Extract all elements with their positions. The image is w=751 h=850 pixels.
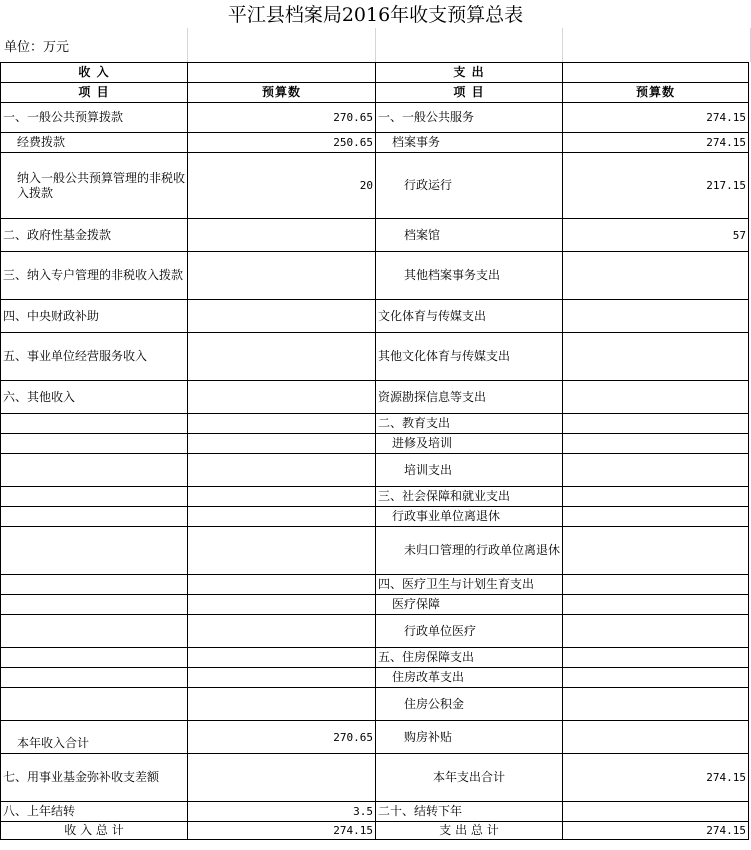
table-row: [1, 414, 749, 434]
income-value: [188, 434, 376, 454]
expense-value: [563, 252, 749, 300]
expense-item: 本年支出合计: [376, 754, 563, 802]
table-row: [1, 300, 749, 333]
income-value: [188, 668, 376, 688]
header-row-main: [1, 63, 749, 83]
income-value: [188, 381, 376, 414]
table-row: [1, 802, 749, 822]
expense-item: 其他文化体育与传媒支出: [376, 333, 563, 381]
income-value: [188, 252, 376, 300]
expense-value: [563, 527, 749, 575]
expense-value: [563, 802, 749, 822]
expense-item: 进修及培训: [376, 434, 563, 454]
unit-label: 单位：万元: [4, 40, 70, 55]
income-value: [188, 414, 376, 434]
income-item: [1, 648, 188, 668]
expense-item: 行政运行: [376, 153, 563, 219]
table-row: [1, 688, 749, 721]
expense-value: [563, 381, 749, 414]
expense-value: 217.15: [563, 153, 749, 219]
table-row: [1, 668, 749, 688]
income-value: 250.65: [188, 133, 376, 153]
expense-total-value: 274.15: [563, 822, 749, 840]
income-value: 20: [188, 153, 376, 219]
table-row: [1, 507, 749, 527]
table-row: [1, 487, 749, 507]
table-row: [1, 153, 749, 219]
empty-cell: [562, 28, 751, 62]
table-row: [1, 252, 749, 300]
income-item: [1, 595, 188, 615]
income-value: [188, 507, 376, 527]
expense-item: 档案馆: [376, 219, 563, 252]
expense-value: [563, 487, 749, 507]
income-value: [188, 688, 376, 721]
expense-value: [563, 454, 749, 487]
expense-value: [563, 575, 749, 595]
expense-item: 行政事业单位离退休: [376, 507, 563, 527]
header-row-sub: [1, 83, 749, 103]
income-item: 八、上年结转: [1, 802, 188, 822]
income-item: [1, 487, 188, 507]
expense-item: 医疗保障: [376, 595, 563, 615]
income-item: [1, 575, 188, 595]
empty-cell: [188, 63, 376, 83]
table-row: [1, 648, 749, 668]
income-value: [188, 754, 376, 802]
table-row: [1, 219, 749, 252]
expense-item: [376, 527, 563, 575]
expense-total-label: 支 出 总 计: [376, 822, 563, 840]
table-row: [1, 721, 749, 754]
income-budget-header: 预算数: [188, 83, 376, 103]
income-item: [1, 434, 188, 454]
income-item: 二、政府性基金拨款: [1, 219, 188, 252]
income-item: [1, 688, 188, 721]
income-value: [188, 454, 376, 487]
income-item: 六、其他收入: [1, 381, 188, 414]
expense-value: [563, 668, 749, 688]
income-item: 本年收入合计: [1, 721, 188, 754]
expense-item: 四、医疗卫生与计划生育支出: [376, 575, 563, 595]
income-item: [1, 507, 188, 527]
expense-value: 57: [563, 219, 749, 252]
table-row: [1, 615, 749, 648]
expense-item: 住房改革支出: [376, 668, 563, 688]
expense-item: 其他档案事务支出: [376, 252, 563, 300]
page-title: 平江县档案局2016年收支预算总表: [227, 4, 524, 26]
income-item: [1, 454, 188, 487]
expense-item: 资源勘探信息等支出: [376, 381, 563, 414]
expense-value: 274.15: [563, 133, 749, 153]
expense-value: [563, 648, 749, 668]
income-value: 270.65: [188, 721, 376, 754]
expense-value: [563, 595, 749, 615]
income-value: [188, 487, 376, 507]
income-value: [188, 527, 376, 575]
table-row: [1, 595, 749, 615]
income-total-label: 收 入 总 计: [1, 822, 188, 840]
table-row: [1, 133, 749, 153]
expense-value: [563, 507, 749, 527]
income-total-value: 274.15: [188, 822, 376, 840]
expense-value: [563, 333, 749, 381]
income-header: 收 入: [1, 63, 188, 83]
table-row: [1, 333, 749, 381]
table-row: [1, 754, 749, 802]
expense-value: 274.15: [563, 754, 749, 802]
income-value: [188, 595, 376, 615]
empty-cell: [187, 28, 375, 62]
expense-header: 支 出: [376, 63, 563, 83]
income-item: 纳入一般公共预算管理的非税收入拨款: [1, 153, 188, 219]
income-item: 七、用事业基金弥补收支差额: [1, 754, 188, 802]
unit-row: [0, 28, 751, 62]
income-value: 3.5: [188, 802, 376, 822]
expense-value: [563, 615, 749, 648]
income-item: 一、一般公共预算拨款: [1, 103, 188, 133]
income-item: 四、中央财政补助: [1, 300, 188, 333]
budget-table: [0, 62, 749, 840]
expense-item: 文化体育与传媒支出: [376, 300, 563, 333]
empty-cell: [375, 28, 562, 62]
expense-item: 档案事务: [376, 133, 563, 153]
table-row: [1, 575, 749, 595]
table-row: [1, 454, 749, 487]
expense-item: 三、社会保障和就业支出: [376, 487, 563, 507]
income-value: [188, 300, 376, 333]
table-row: [1, 434, 749, 454]
income-value: [188, 648, 376, 668]
income-item: [1, 668, 188, 688]
expense-budget-header: 预算数: [563, 83, 749, 103]
total-row: [1, 822, 749, 840]
expense-item: 一、一般公共服务: [376, 103, 563, 133]
income-value: [188, 333, 376, 381]
expense-item: 住房公积金: [376, 688, 563, 721]
expense-value: [563, 721, 749, 754]
income-item: 五、事业单位经营服务收入: [1, 333, 188, 381]
income-item: [1, 615, 188, 648]
income-value: [188, 575, 376, 595]
expense-item: 二、教育支出: [376, 414, 563, 434]
income-value: 270.65: [188, 103, 376, 133]
table-row: [1, 381, 749, 414]
expense-value: [563, 434, 749, 454]
income-item: 三、纳入专户管理的非税收入拨款: [1, 252, 188, 300]
income-item: [1, 527, 188, 575]
expense-item-header: 项 目: [376, 83, 563, 103]
table-row: [1, 103, 749, 133]
expense-value: [563, 414, 749, 434]
expense-item: 购房补贴: [376, 721, 563, 754]
expense-item: 五、住房保障支出: [376, 648, 563, 668]
empty-cell: [563, 63, 749, 83]
expense-item: 培训支出: [376, 454, 563, 487]
table-row: [1, 527, 749, 575]
expense-value: [563, 300, 749, 333]
income-item-header: 项 目: [1, 83, 188, 103]
income-item: [1, 414, 188, 434]
expense-item: 二十、结转下年: [376, 802, 563, 822]
income-value: [188, 615, 376, 648]
expense-item-text: 未归口管理的行政单位离退休: [404, 543, 561, 557]
expense-value: 274.15: [563, 103, 749, 133]
income-value: [188, 219, 376, 252]
income-item: 经费拨款: [1, 133, 188, 153]
expense-item: 行政单位医疗: [376, 615, 563, 648]
expense-value: [563, 688, 749, 721]
